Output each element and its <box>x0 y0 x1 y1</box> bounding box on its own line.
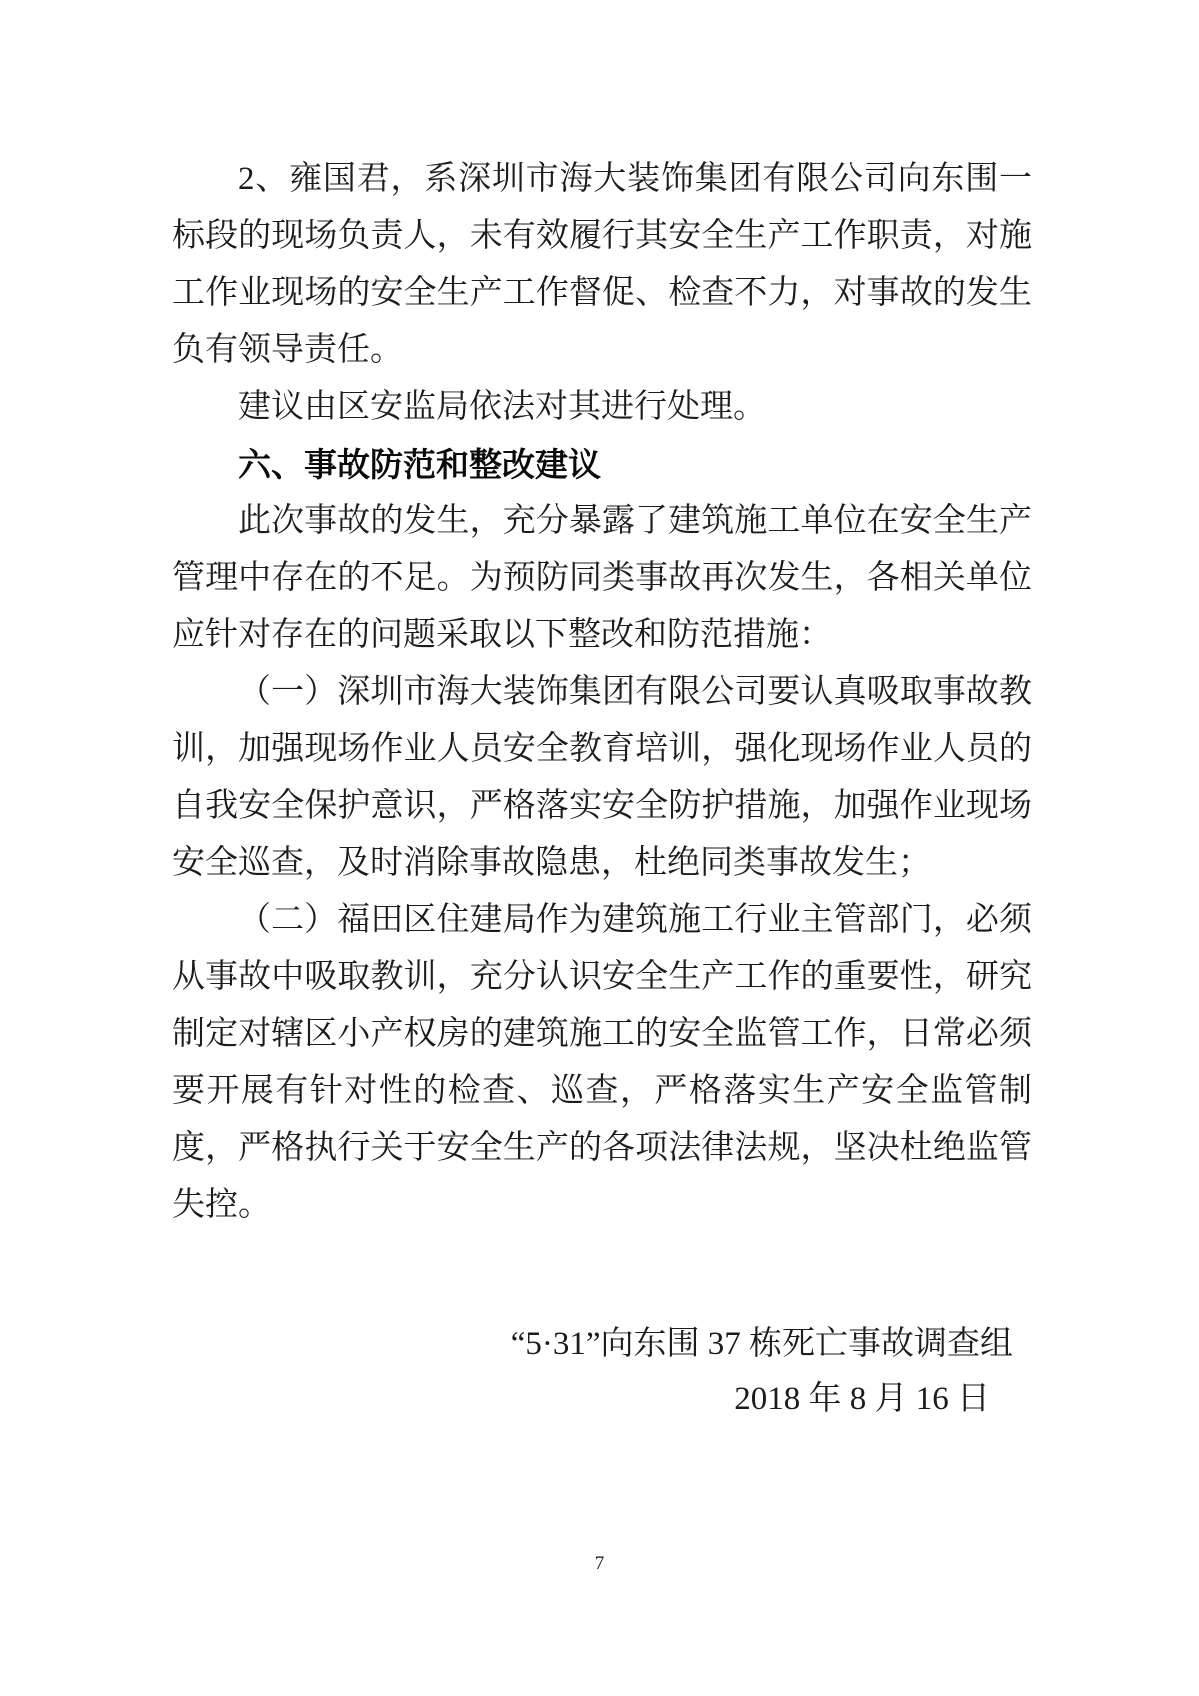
signature-block <box>0 1317 1013 1427</box>
paragraph-measure-one: （一）深圳市海大装饰集团有限公司要认真吸取事故教训，加强现场作业人员安全教育培训，强化现场作业人员的自我安全保护意识，严格落实安全防护措施，加强作业现场安全巡查，及时消除事故隐患，杜绝同类事故发生； <box>172 674 1032 881</box>
signature-committee: “5·31”向东围 37 栋死亡事故调查组 <box>510 1326 1013 1362</box>
paragraph-prevention-intro: 此次事故的发生，充分暴露了建筑施工单位在安全生产管理中存在的不足。为预防同类事故再次发生，各相关单位应针对存在的问题采取以下整改和防范措施： <box>172 503 1032 653</box>
paragraph-measure-two: （二）福田区住建局作为建筑施工行业主管部门，必须从事故中吸取教训，充分认识安全生产工作的重要性，研究制定对辖区小产权房的建筑施工的安全监管工作，日常必须要开展有针对性的检查、巡查，严格落实生产安全监管制度，严格执行关于安全生产的各项法律法规，坚决杜绝监管失控。 <box>172 902 1032 1223</box>
page-number: 7 <box>594 1553 605 1574</box>
signature-date: 2018 年 8 月 16 日 <box>734 1381 990 1417</box>
section-heading-prevention-measures: 六、事故防范和整改建议 <box>238 446 601 483</box>
document-body <box>172 151 1032 1234</box>
paragraph-handling-recommendation: 建议由区安监局依法对其进行处理。 <box>238 389 766 425</box>
paragraph-person-responsibility: 2、雍国君，系深圳市海大装饰集团有限公司向东围一标段的现场负责人，未有效履行其安全生产工作职责，对施工作业现场的安全生产工作督促、检查不力，对事故的发生负有领导责任。 <box>172 161 1032 368</box>
